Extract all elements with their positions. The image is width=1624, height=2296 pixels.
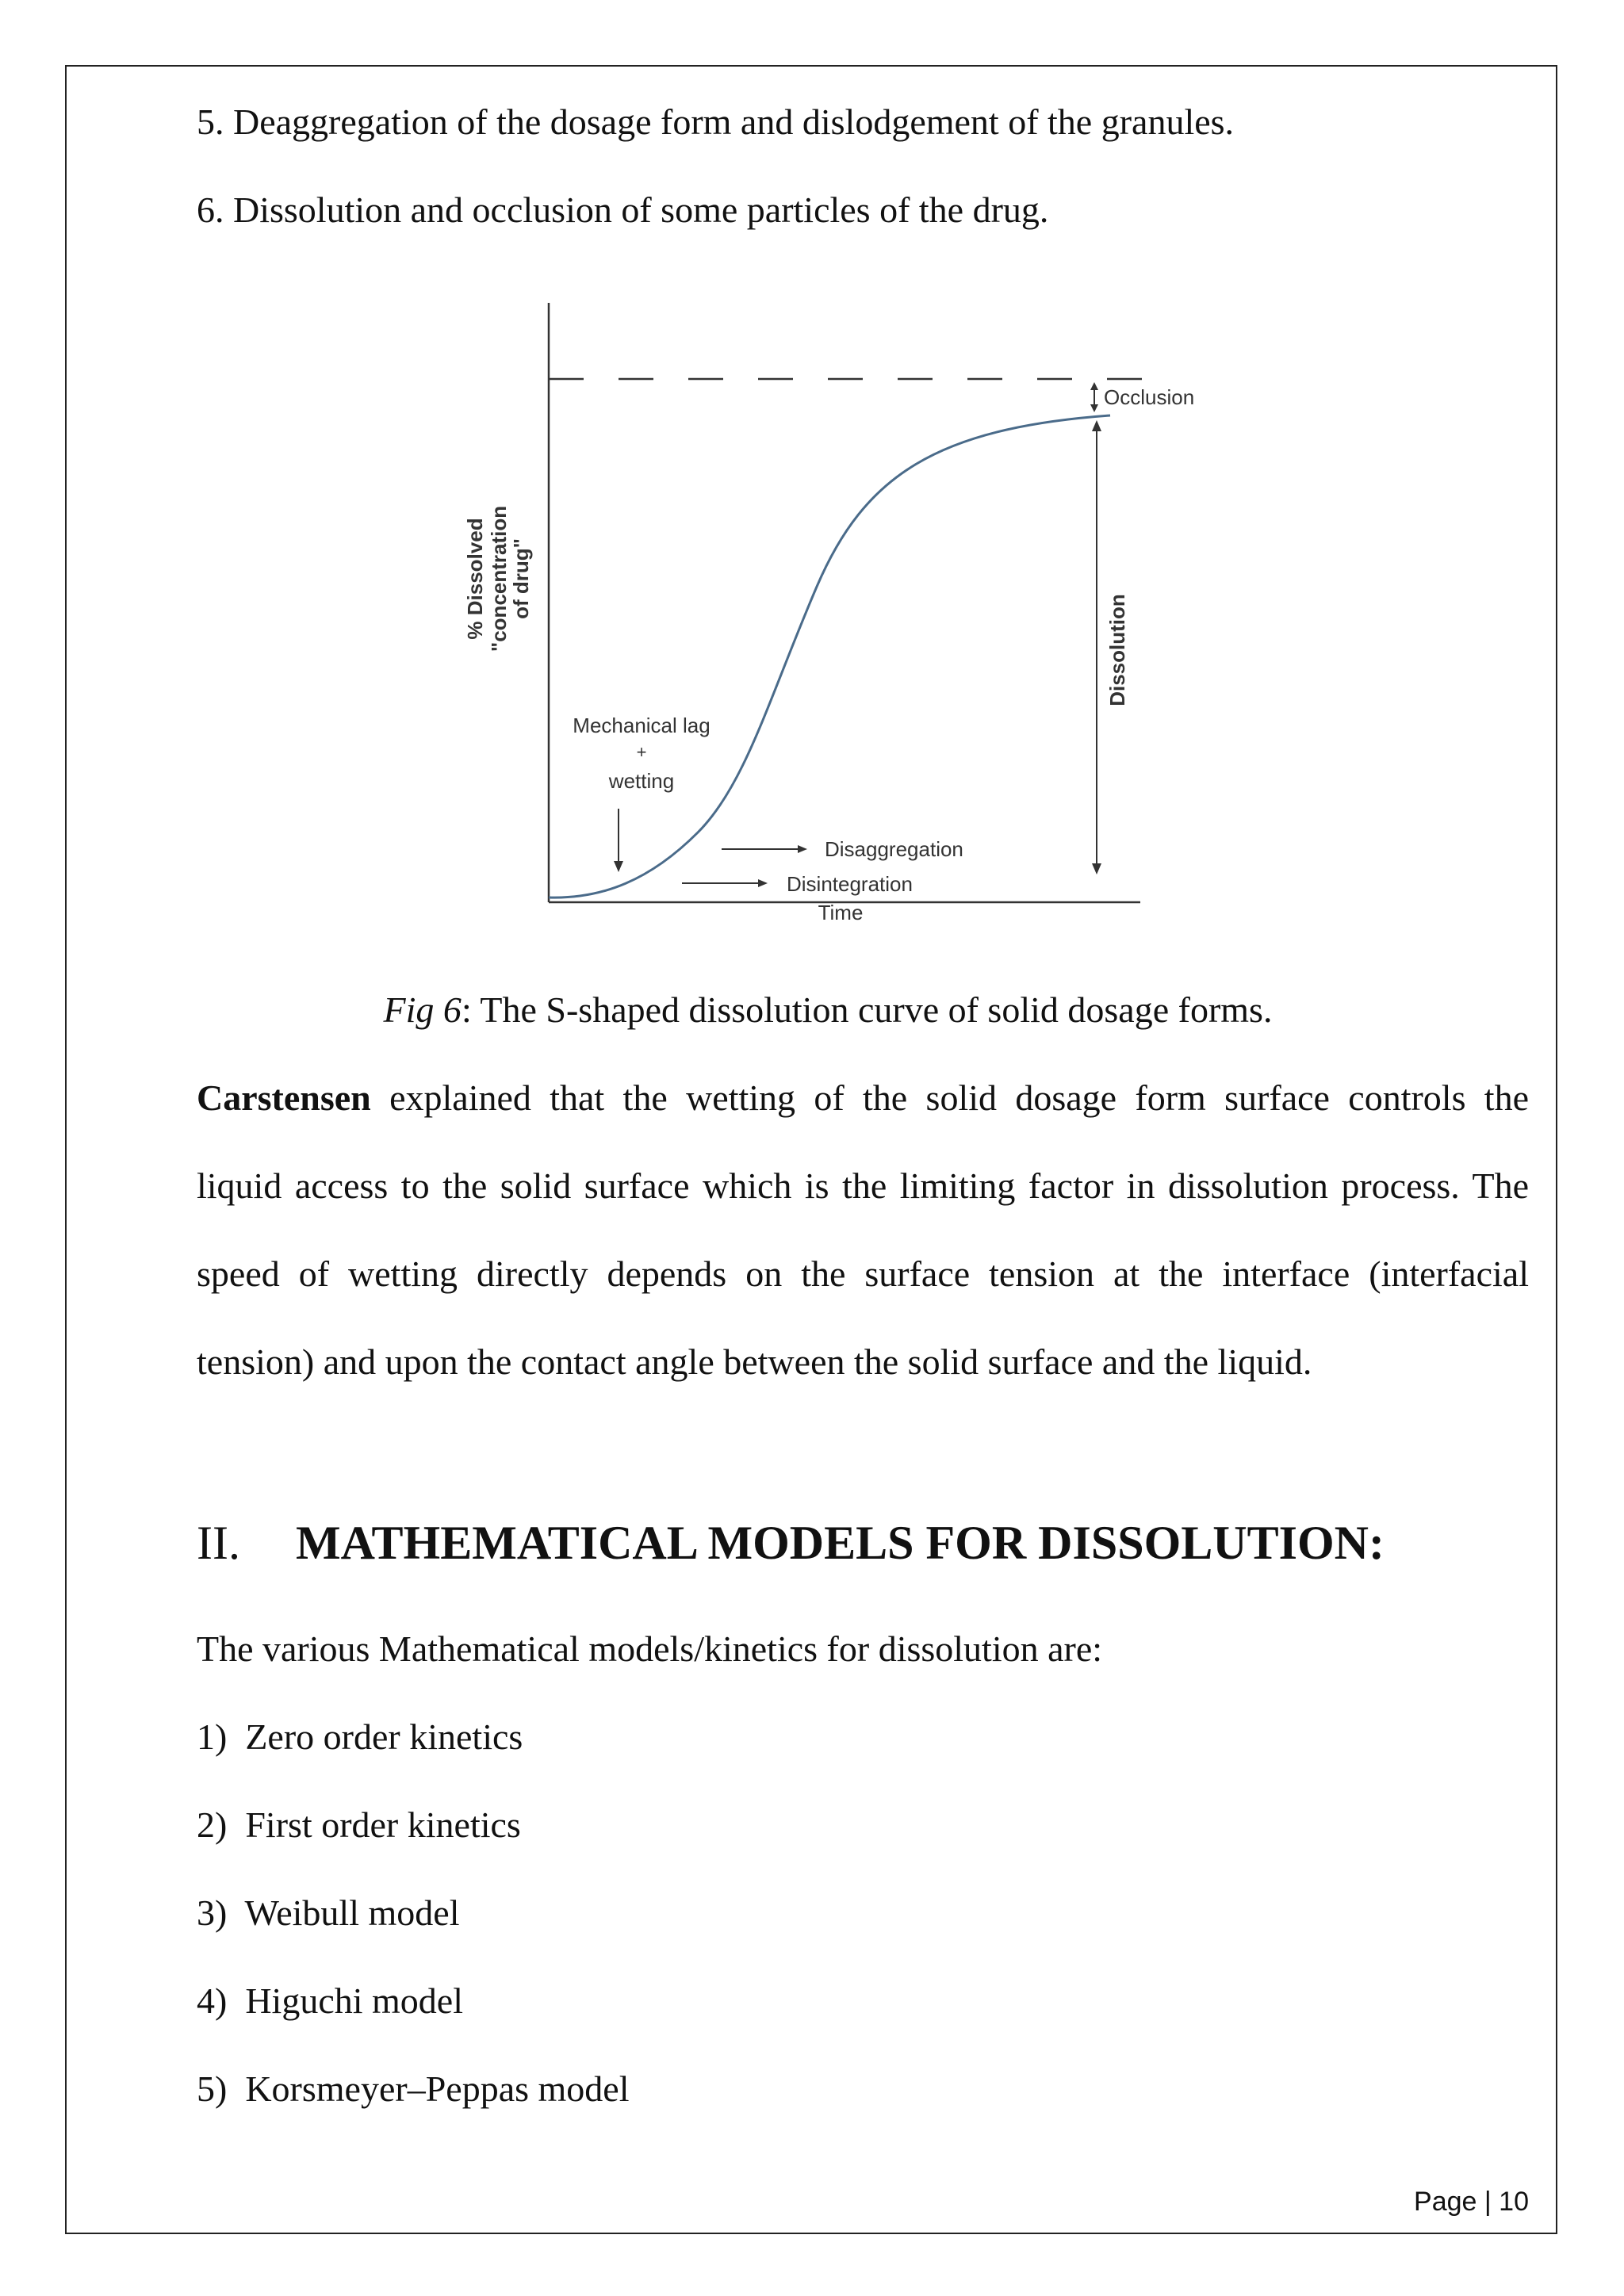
- paragraph-bold-start: Carstensen: [197, 1077, 371, 1118]
- model-label-2: First order kinetics: [245, 1804, 521, 1845]
- ylabel-line-3: of drug": [509, 538, 533, 619]
- section-number: II.: [197, 1517, 240, 1569]
- model-item-1: [197, 1713, 523, 1761]
- model-item-3: [197, 1889, 459, 1937]
- model-label-1: Zero order kinetics: [245, 1716, 523, 1757]
- dissolution-curve-figure: [444, 293, 1221, 936]
- disaggregation-arrow-head: [798, 845, 807, 853]
- model-label-3: Weibull model: [244, 1892, 460, 1933]
- ylabel-line-1: % Dissolved: [463, 518, 487, 640]
- paragraph-line-1: [197, 1074, 1529, 1122]
- page-number: Page | 10: [1414, 2187, 1529, 2217]
- paragraph-line-4: tension) and upon the contact angle between the solid surface and the liquid.: [197, 1341, 1312, 1382]
- model-item-2: [197, 1801, 521, 1849]
- paragraph-line-3: speed of wetting directly depends on the surface tension at the interface (interfacial: [197, 1253, 1529, 1294]
- model-item-4: [197, 1977, 463, 2025]
- list-item-6: 6. Dissolution and occlusion of some particles of the drug.: [197, 189, 1049, 230]
- occlusion-arrow-down: [1090, 404, 1098, 412]
- paragraph-line-1-text: explained that the wetting of the solid dosage form surface controls the: [370, 1077, 1529, 1118]
- figure-svg: [444, 293, 1221, 936]
- occlusion-arrow-up: [1090, 382, 1098, 390]
- intro-text: The various Mathematical models/kinetics for dissolution are:: [197, 1628, 1103, 1669]
- model-num-5: 5): [197, 2068, 228, 2109]
- caption-fig-label: Fig 6: [383, 989, 462, 1030]
- model-num-1: 1): [197, 1716, 228, 1757]
- model-num-3: 3): [197, 1892, 228, 1933]
- model-num-2: 2): [197, 1804, 228, 1845]
- disintegration-label: Disintegration: [787, 872, 913, 896]
- occlusion-label: Occlusion: [1104, 385, 1195, 409]
- dissolution-arrow-down: [1092, 863, 1101, 874]
- list-item-5: 5. Deaggregation of the dosage form and dislodgement of the granules.: [197, 101, 1235, 142]
- mech-lag-line-3: wetting: [608, 769, 675, 793]
- s-curve: [549, 415, 1110, 897]
- paragraph-line-2: liquid access to the solid surface which is the limiting factor in dissolution process. The: [197, 1165, 1529, 1206]
- disintegration-arrow-head: [758, 879, 768, 887]
- model-num-4: 4): [197, 1980, 228, 2021]
- model-item-5: [197, 2065, 630, 2113]
- section-heading: [197, 1511, 1385, 1575]
- dissolution-arrow-up: [1092, 420, 1101, 431]
- xlabel: Time: [818, 901, 864, 924]
- disaggregation-label: Disaggregation: [825, 837, 963, 861]
- mech-lag-line-2: +: [636, 742, 647, 762]
- section-title: MATHEMATICAL MODELS FOR DISSOLUTION:: [296, 1517, 1385, 1569]
- dissolution-label: Dissolution: [1105, 594, 1129, 706]
- caption-text: : The S-shaped dissolution curve of solid dosage forms.: [461, 989, 1273, 1030]
- ylabel-line-2: "concentration: [487, 505, 511, 652]
- mech-lag-line-1: Mechanical lag: [573, 714, 710, 737]
- model-label-5: Korsmeyer–Peppas model: [245, 2068, 630, 2109]
- model-label-4: Higuchi model: [245, 1980, 464, 2021]
- figure-caption: [0, 986, 1624, 1034]
- mech-lag-arrow-head: [614, 861, 623, 872]
